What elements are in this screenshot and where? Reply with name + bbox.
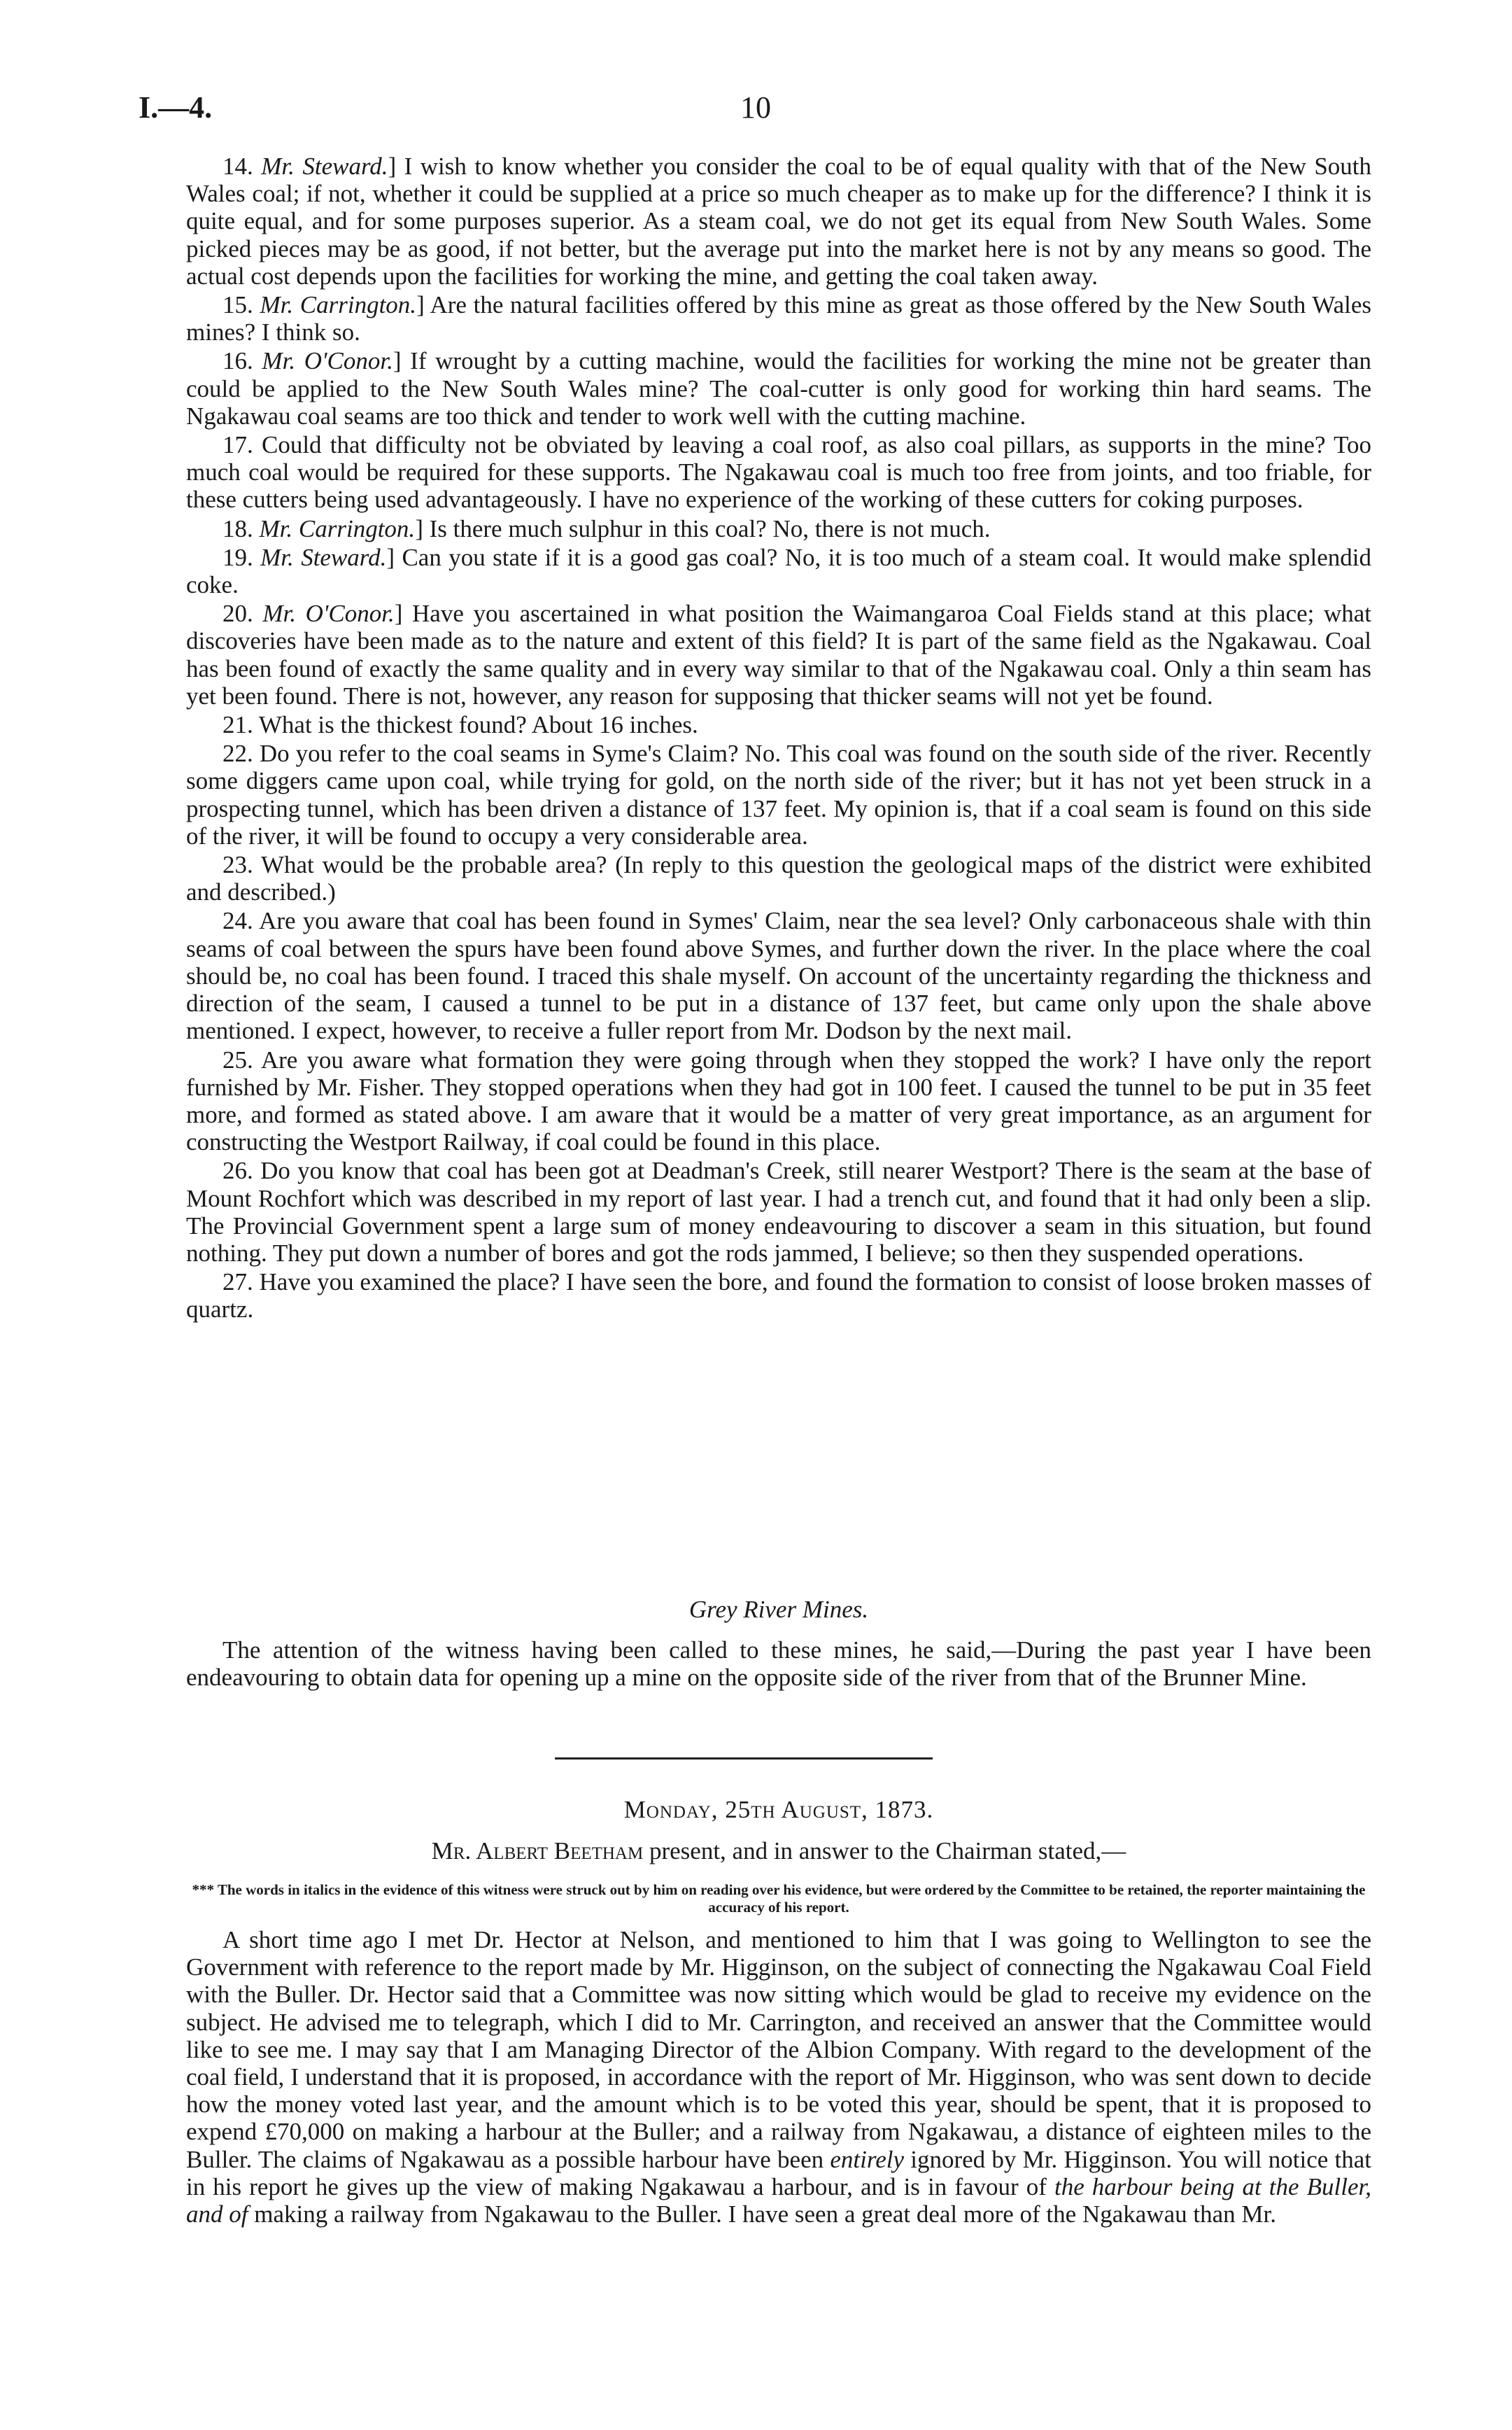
qa-paragraph: 18. Mr. Carrington.] Is there much sulphur in this coal? No, there is not much. [222,514,991,542]
witness-intro: Mr. Albert Beetham present, and in answer to the Chairman stated,— [431,1837,1126,1864]
page-number: 10 [740,90,771,125]
evidence-questions [186,153,1371,1325]
evidence-paragraph: A short time ago I met Dr. Hector at Nelson, and mentioned to him that I was going to Wellington to see the Government with reference to the report made by Mr. Higginson, on the subject of connecting the Ngakawau Coal Field with the Buller. Dr. Hector said that a Committee was now sitting which would be glad to receive my evidence on the subject. He advised me to telegraph, which I did to Mr. Carrington, and received an answer that the Committee would like to see me. I may say that I am Managing Director of the Albion Company. With regard to the development of the coal field, I understand that it is proposed, in accordance with the report of Mr. Higginson, who was sent down to decide how the money voted last year, and the amount which is to be voted this year, should be spent, that it is proposed to expend £70,000 on making a harbour at the Buller; and a railway from Ngakawau, a distance of eighteen miles to the Buller. The claims of Ngakawau as a possible harbour have been entirely ignored by Mr. Higginson. You will notice that in his report he gives up the view of making Ngakawau a harbour, and is in favour of the harbour being at the Buller, and of making a railway from Ngakawau to the Buller. I have seen a great deal more of the Ngakawau than Mr. [186,1926,1372,2228]
grey-river-heading: Grey River Mines. [688,1596,869,1623]
session-date: Monday, 25th August, 1873. [623,1796,934,1823]
qa-paragraph: 19. Mr. Steward.] Can you state if it is a good gas coal? No, it is too much of a steam coal. It would make splendid coke. [186,543,1371,599]
qa-paragraph: 21. What is the thickest found? About 16 inches. [222,711,698,739]
qa-paragraph: 25. Are you aware what formation they were going through when they stopped the work? I have only the report furnished by Mr. Fisher. They stopped operations when they had got in 100 feet. I caused the tunnel to be put in 35 feet more, and formed as stated above. I am aware that it would be a matter of very great importance, as an argument for constructing the Westport Railway, if coal could be found in this place. [186,1046,1371,1156]
page-header [139,90,1372,139]
grey-river-section [186,1636,1371,1692]
grey-river-paragraph: The attention of the witness having been called to these mines, he said,—During the past year I have been endeavouring to obtain data for opening up a mine on the opposite side of the river from that of the Brunner Mine. [186,1636,1371,1692]
editorial-footnote: *** The words in italics in the evidence of this witness were struck out by him on reading over his evidence, but were ordered by the Committee to be retained, the reporter maintaining the accuracy of his report. [192,1881,1366,1916]
qa-paragraph: 20. Mr. O'Conor.] Have you ascertained in what position the Waimangaroa Coal Fields stand at this place; what discoveries have been made as to the nature and extent of this field? It is part of the same field as the Ngakawau. Coal has been found of exactly the same quality and in every way similar to that of the Ngakawau coal. Only a thin seam has yet been found. There is not, however, any reason for supposing that thicker seams will not yet be found. [186,600,1372,710]
qa-paragraph: 16. Mr. O'Conor.] If wrought by a cutting machine, would the facilities for working the mine not be greater than could be applied to the New South Wales mine? The coal-cutter is only good for working thin hard seams. The Ngakawau coal seams are too thick and tender to work well with the cutting machine. [186,347,1372,430]
witness-name: Mr. Albert Beetham [431,1837,644,1864]
qa-paragraph: 27. Have you examined the place? I have seen the bore, and found the formation to consist of loose broken masses of quartz. [186,1268,1372,1323]
qa-paragraph: 23. What would be the probable area? (In reply to this question the geological maps of the district were exhibited and described.) [186,851,1371,906]
qa-paragraph: 24. Are you aware that coal has been found in Symes' Claim, near the sea level? Only carbonaceous shale with thin seams of coal between the spurs have been found above Symes, and further down the river. In the place where the coal should be, no coal has been found. I traced this shale myself. On account of the uncertainty regarding the thickness and direction of the seam, I caused a tunnel to be put in a distance of 137 feet, but came only upon the shale above mentioned. I expect, however, to receive a fuller report from Mr. Dodson by the next mail. [186,907,1371,1045]
qa-paragraph: 17. Could that difficulty not be obviated by leaving a coal roof, as also coal pillars, as supports in the mine? Too much coal would be required for these supports. The Ngakawau coal is much too free from joints, and too friable, for these cutters being used advantageously. I have no experience of the working of these cutters for coking purposes. [186,431,1372,514]
qa-paragraph: 15. Mr. Carrington.] Are the natural facilities offered by this mine as great as those offered by the New South Wales mines? I think so. [186,291,1371,346]
qa-paragraph: 14. Mr. Steward.] I wish to know whether you consider the coal to be of equal quality with that of the New South Wales coal; if not, whether it could be supplied at a price so much cheaper as to make up for the difference? I think it is quite equal, and for some purposes superior. As a steam coal, we do not get its equal from New South Wales. Some picked pieces may be as good, if not better, but the average put into the market here is not by any means so good. The actual cost depends upon the facilities for working the mine, and getting the coal taken away. [186,153,1372,290]
qa-paragraph: 26. Do you know that coal has been got at Deadman's Creek, still nearer Westport? There is the seam at the base of Mount Rochfort which was described in my report of last year. I had a trench cut, and found that it had only been a slip. The Provincial Government spent a large sum of money endeavouring to discover a seam in this situation, but found nothing. They put down a number of bores and got the rods jammed, I believe; so then they suspended operations. [186,1157,1372,1267]
document-reference: I.—4. [139,90,213,125]
beetham-evidence [186,1926,1371,2229]
section-divider [555,1757,933,1760]
qa-paragraph: 22. Do you refer to the coal seams in Syme's Claim? No. This coal was found on the south side of the river. Recently some diggers came upon coal, while trying for gold, on the north side of the river; but it has not yet been struck in a prospecting tunnel, which has been driven a distance of 137 feet. My opinion is, that if a coal seam is found on this side of the river, it will be found to occupy a very considerable area. [186,740,1372,850]
